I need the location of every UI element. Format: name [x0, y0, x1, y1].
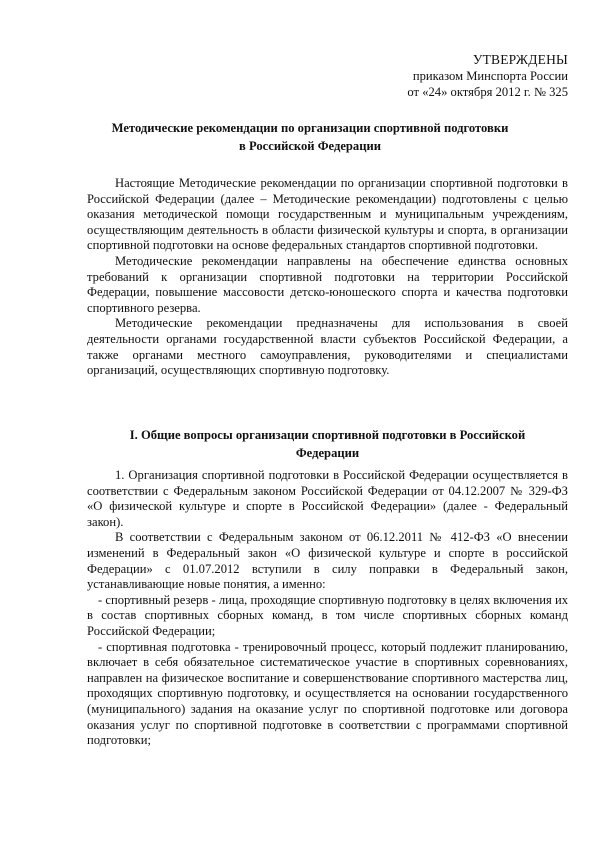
- paragraph: 1. Организация спортивной подготовки в Российской Федерации осуществляется в соответствии с Федеральным законом Российской Федерации от 04.12.2007 № 329-ФЗ «О физической культуре и спорте в Российской Федерации» (далее - Федеральный закон).: [87, 468, 568, 529]
- approval-date-line: от «24» октября 2012 г. № 325: [407, 85, 568, 99]
- paragraph: Настоящие Методические рекомендации по организации спортивной подготовки в Российской Федерации (далее – Методические рекомендации) подготовлены с целью оказания методической помощи государственным и муниципальным учреждениям, осуществляющим деятельность в области физической культуры и спорта, в организации спортивной подготовки на основе федеральных стандартов спортивной подготовки.: [87, 176, 568, 253]
- definition-item: - спортивная подготовка - тренировочный процесс, который подлежит планированию, включает в себя обязательное систематическое участие в спортивных соревнованиях, направлен на физическое воспитание и совершенствование спортивного мастерства лиц, проходящих спортивную подготовку, и осуществляется на основании государственного (муниципального) задания на оказание услуг по спортивной подготовке или договора оказания услуг по спортивной подготовке в соответствии с программами спортивной подготовки;: [87, 639, 568, 748]
- document-title-line: Методические рекомендации по организации спортивной подготовки: [111, 121, 509, 135]
- section-heading-line: Федерации: [295, 445, 360, 460]
- paragraph: В соответствии с Федеральным законом от 06.12.2011 № 412-ФЗ «О внесении изменений в Федеральный закон «О физической культуре и спорте в российской Федерации» с 01.07.2012 вступили в силу поправки в Федеральный закон, устанавливающие новые понятия, а именно:: [87, 530, 568, 592]
- intro-section: [87, 176, 568, 379]
- document-title-line: в Российской Федерации: [239, 138, 381, 153]
- approval-stamp: [407, 52, 568, 100]
- approval-title: УТВЕРЖДЕНЫ: [472, 52, 568, 67]
- approval-order-line: приказом Минспорта России: [412, 69, 568, 83]
- document-title: [90, 120, 530, 155]
- section-heading: [87, 427, 568, 462]
- paragraph: Методические рекомендации направлены на обеспечение единства основных требований к организации спортивной подготовки на территории Российской Федерации, повышение массовости детско-юношеского спорта и качества подготовки спортивного резерва.: [87, 253, 568, 315]
- definition-item: - спортивный резерв - лица, проходящие спортивную подготовку в целях включения их в состав спортивных сборных команд, в том числе спортивных сборных команд Российской Федерации;: [87, 592, 568, 638]
- paragraph: Методические рекомендации предназначены для использования в своей деятельности органами государственной власти субъектов Российской Федерации, а также органами местного самоуправления, руководителями и специалистами организаций, осуществляющих спортивную подготовку.: [87, 316, 568, 378]
- section-heading-line: I. Общие вопросы организации спортивной подготовки в Российской: [129, 428, 526, 442]
- section-body: [87, 468, 568, 749]
